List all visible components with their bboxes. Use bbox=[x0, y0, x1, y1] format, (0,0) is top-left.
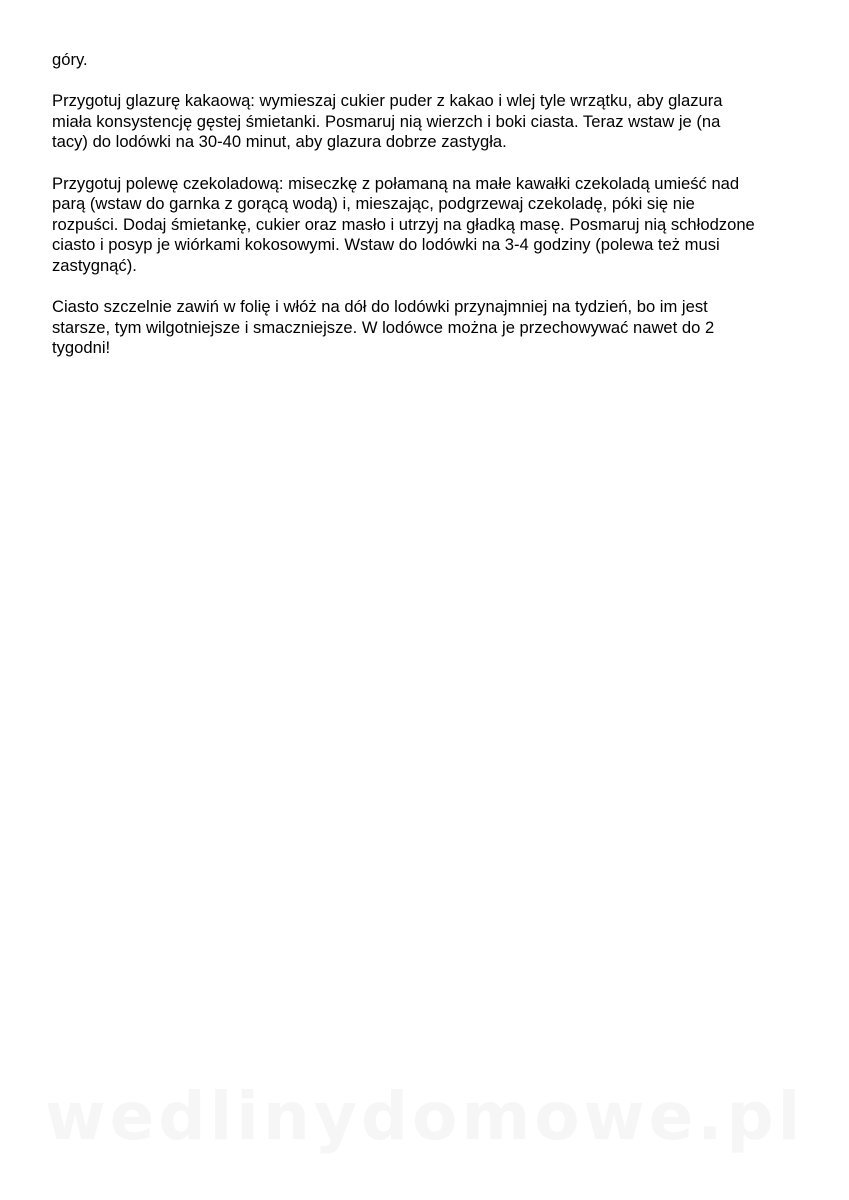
text-line: zastygnąć). bbox=[52, 255, 137, 275]
paragraph-ending bbox=[52, 50, 802, 71]
text-line: ciasto i posyp je wiórkami kokosowymi. Wstaw do lodówki na 3-4 godziny (polewa też musi bbox=[52, 235, 720, 255]
paragraph-cocoa-glaze bbox=[52, 91, 802, 153]
text-line: Przygotuj polewę czekoladową: miseczkę z połamaną na małe kawałki czekoladą umieść nad bbox=[52, 173, 740, 193]
text-line: tacy) do lodówki na 30-40 minut, aby glazura dobrze zastygła. bbox=[52, 132, 507, 152]
paragraph-storage bbox=[52, 297, 802, 359]
text-line: Przygotuj glazurę kakaową: wymieszaj cukier puder z kakao i wlej tyle wrzątku, aby glazura bbox=[52, 91, 723, 111]
text-line: Ciasto szczelnie zawiń w folię i włóż na dół do lodówki przynajmniej na tydzień, bo im jest bbox=[52, 297, 708, 317]
text-line: miała konsystencję gęstej śmietanki. Posmaruj nią wierzch i boki ciasta. Teraz wstaw je (na bbox=[52, 111, 721, 131]
paragraph-chocolate-topping bbox=[52, 174, 802, 277]
text-line: parą (wstaw do garnka z gorącą wodą) i, mieszając, podgrzewaj czekoladę, póki się nie bbox=[52, 194, 695, 214]
document-body bbox=[52, 50, 802, 380]
text-line: góry. bbox=[52, 50, 88, 69]
text-line: tygodni! bbox=[52, 338, 111, 358]
site-watermark: wedlinydomowe.pl bbox=[44, 1078, 805, 1155]
text-line: rozpuści. Dodaj śmietankę, cukier oraz masło i utrzyj na gładką masę. Posmaruj nią schłodzone bbox=[52, 214, 755, 234]
text-line: starsze, tym wilgotniejsze i smaczniejsze. W lodówce można je przechowywać nawet do 2 bbox=[52, 317, 715, 337]
